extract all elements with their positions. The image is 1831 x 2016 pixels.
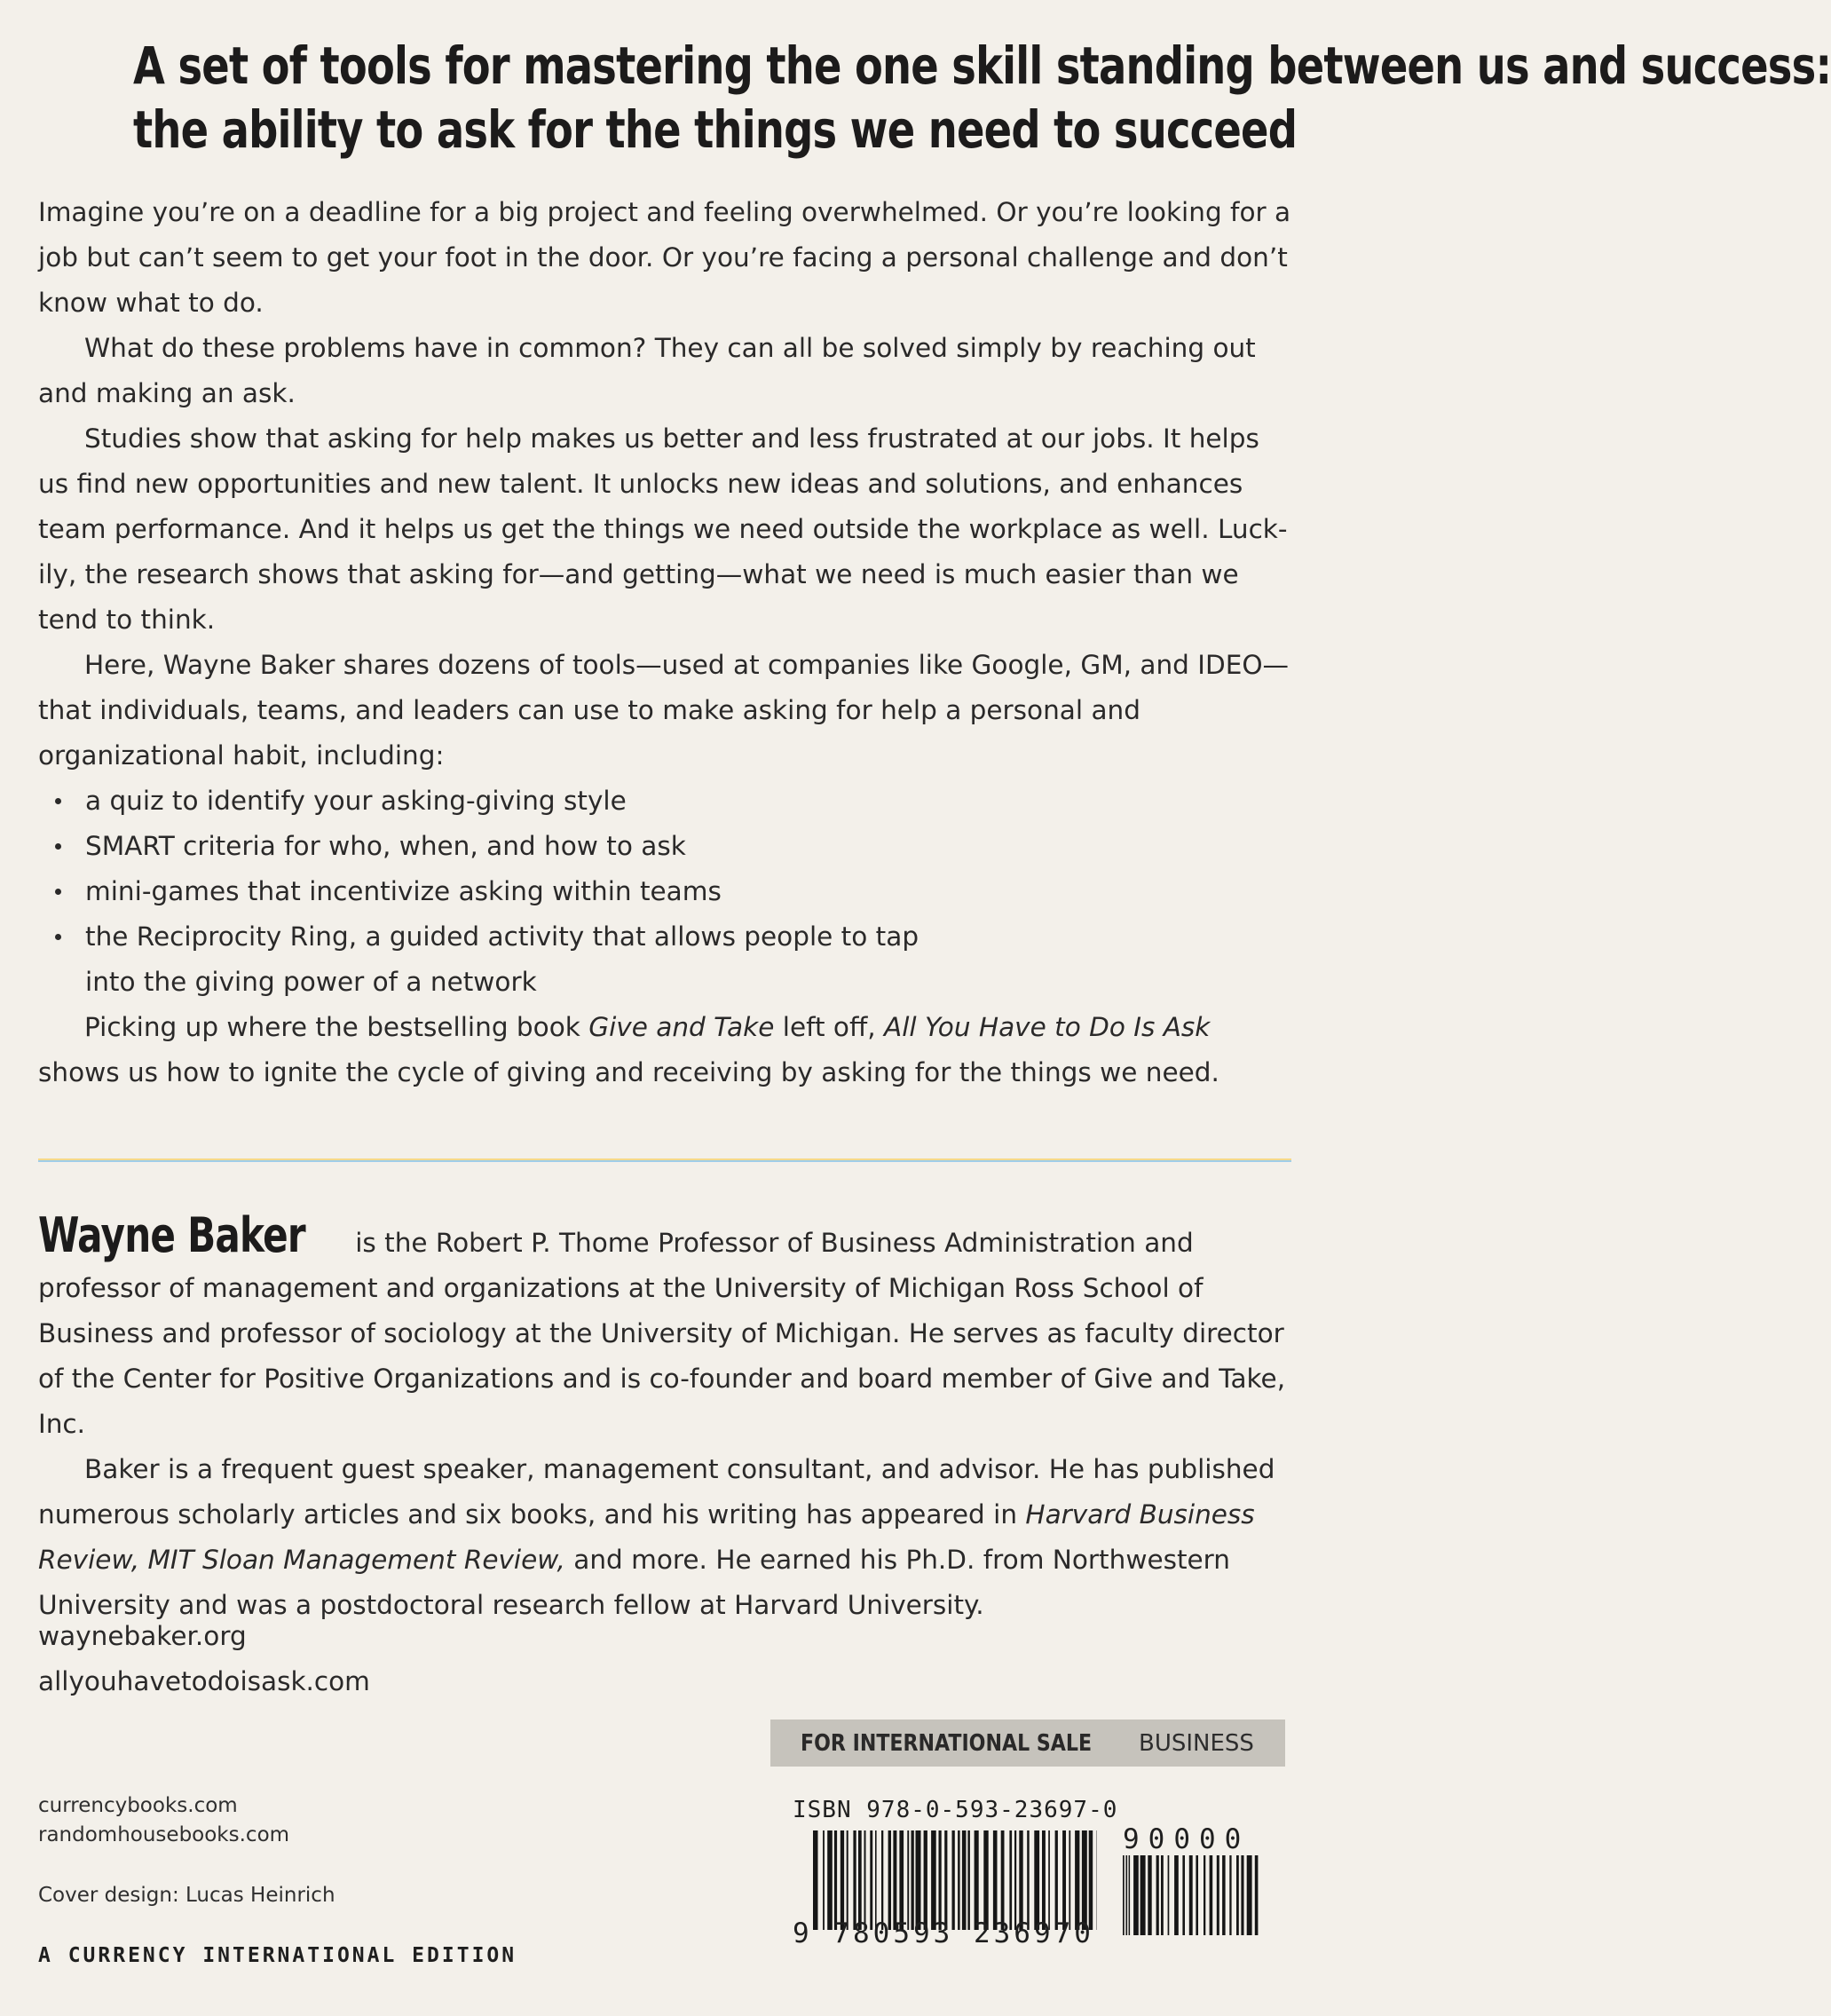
category-label: BUSINESS [1139, 1730, 1254, 1757]
description-paragraph-4: Here, Wayne Baker shares dozens of tools—used at companies like Google, GM, and IDEO—that individuals, teams, and leaders can use to make asking for help a personal and organizational habit, including: [38, 650, 1290, 771]
list-item: SMART criteria for who, when, and how to ask [53, 824, 1291, 869]
author-bio-text-1: is the Robert P. Thome Professor of Business Administration and professor of management and organizations at the University of Michigan Ross School of Business and professor of sociology at the University of Michigan. He serves as faculty director of the Center for Positive Organizations and is co-founder and board member of Give and Take, Inc. [38, 1228, 1286, 1439]
author-bio-text-2: Baker is a frequent guest speaker, management consultant, and advisor. He has published numerous scholarly articles and six books, and his writing has appeared in [38, 1454, 1275, 1530]
book-title-all-you-have-to-do-is-ask: All You Have to Do Is Ask [884, 1012, 1211, 1042]
description-paragraph-2: What do these problems have in common? They can all be solved simply by reaching out and making an ask. [38, 333, 1256, 408]
p5-text-after: shows us how to ignite the cycle of giving and receiving by asking for the things we need. [38, 1057, 1219, 1087]
description-paragraph-1: Imagine you’re on a deadline for a big project and feeling overwhelmed. Or you’re looking for a job but can’t seem to get your foot in the door. Or you’re facing a personal challenge and don’t know what to do. [38, 197, 1291, 318]
section-divider [38, 1158, 1291, 1162]
book-title-give-and-take: Give and Take [588, 1012, 775, 1042]
author-websites [38, 1614, 370, 1704]
edition-label: A CURRENCY INTERNATIONAL EDITION [38, 1944, 517, 1967]
isbn: ISBN 978-0-593-23697-0 [793, 1797, 1118, 1823]
author-bio [38, 1207, 1291, 1628]
publisher-link-randomhousebooks[interactable]: randomhousebooks.com [38, 1823, 290, 1846]
author-bio-paragraph-2 [38, 1447, 1291, 1628]
publication-names: Harvard Business Review, MIT Sloan Management Review, [38, 1499, 1255, 1575]
p5-text-middle: left off, [774, 1012, 885, 1042]
p5-text-before: Picking up where the bestselling book [84, 1012, 589, 1042]
barcode-addon-digits: 90000 [1123, 1823, 1251, 1855]
website-link-allyouhavetodoisask[interactable]: allyouhavetodoisask.com [38, 1666, 370, 1696]
list-item: the Reciprocity Ring, a guided activity that allows people to tap into the giving power of a network [53, 914, 937, 1005]
tools-list [38, 779, 1291, 1005]
headline-line-2: the ability to ask for the things we need to succeed [133, 99, 1298, 160]
barcode-icon [813, 1830, 1097, 1930]
headline [133, 34, 1831, 162]
website-link-waynebaker[interactable]: waynebaker.org [38, 1621, 247, 1651]
author-name: Wayne Baker [38, 1207, 305, 1263]
barcode-digits: 9 780593 236970 [793, 1917, 1094, 1949]
list-item: mini-games that incentivize asking within teams [53, 869, 1291, 914]
description-paragraph-3: Studies show that asking for help makes us better and less frustrated at our jobs. It helps us find new opportunities and new talent. It unlocks new ideas and solutions, and enhances team performance. And it helps us get the things we need outside the workplace as well. Luckily, the research shows that asking for—and getting—what we need is much easier than we tend to think. [38, 423, 1288, 635]
headline-line-1: A set of tools for mastering the one skill standing between us and success: [133, 36, 1831, 96]
publisher-link-currencybooks[interactable]: currencybooks.com [38, 1794, 238, 1817]
description [38, 190, 1291, 1095]
international-sale-label: FOR INTERNATIONAL SALE [801, 1730, 1093, 1757]
list-item: a quiz to identify your asking-giving style [53, 779, 1291, 824]
cover-design-credit: Cover design: Lucas Heinrich [38, 1884, 335, 1907]
sale-category-bar [770, 1720, 1285, 1767]
author-bio-paragraph-1 [38, 1207, 1291, 1447]
publisher-links [38, 1791, 289, 1850]
barcode-addon-icon [1123, 1855, 1261, 1935]
description-paragraph-5 [38, 1005, 1291, 1095]
author-bio-text-3: and more. He earned his Ph.D. from Northwestern University and was a postdoctoral research fellow at Harvard University. [38, 1545, 1230, 1620]
